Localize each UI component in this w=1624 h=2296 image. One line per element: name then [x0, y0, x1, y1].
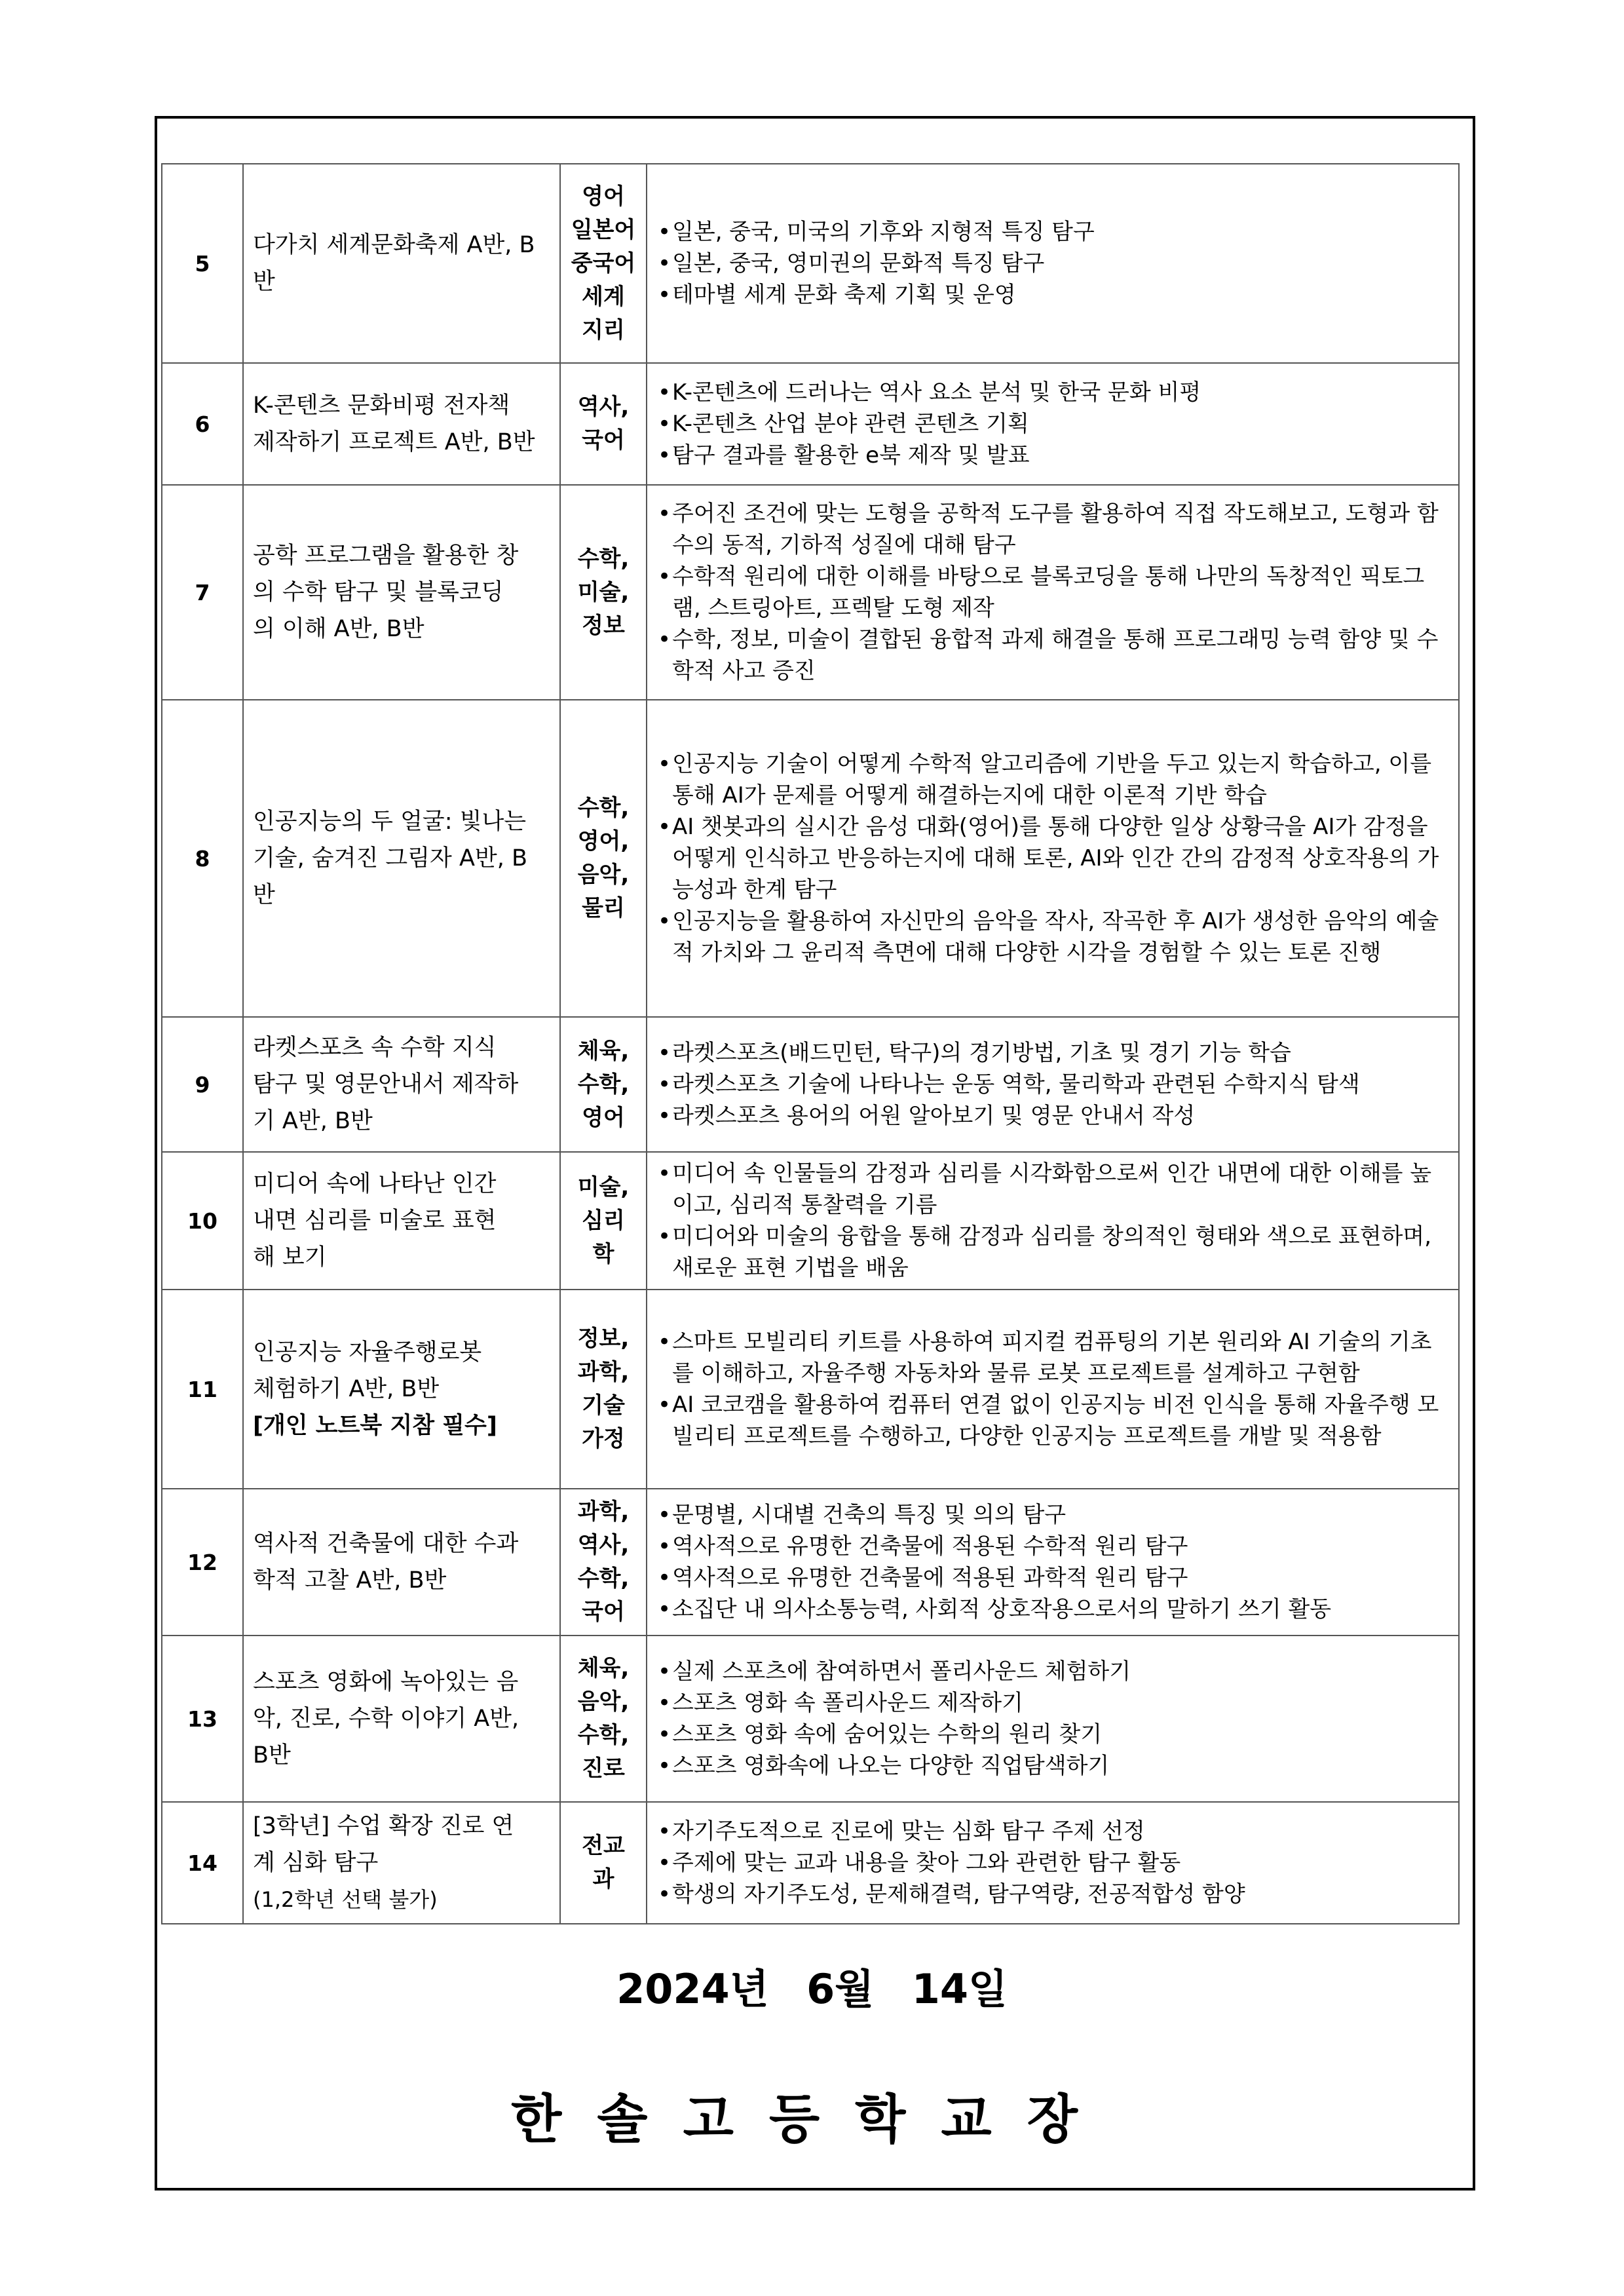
program-title-line: 역사적 건축물에 대한 수과 — [253, 1531, 519, 1557]
table-row — [162, 1152, 1459, 1290]
row-number: 10 — [162, 1152, 243, 1290]
activity-item: • 일본, 중국, 영미권의 문화적 특징 탐구 — [658, 248, 1450, 279]
table-row — [162, 1489, 1459, 1636]
program-title-line: 인공지능 자율주행로봇 — [253, 1339, 482, 1366]
program-activities — [647, 1290, 1459, 1489]
row-number: 8 — [162, 700, 243, 1017]
activity-item: • AI 코코캠을 활용하여 컴퓨터 연결 없이 인공지능 비전 인식을 통해 자율주행 모빌리티 프로젝트를 수행하고, 다양한 인공지능 프로젝트를 개발 및 적용함 — [658, 1389, 1450, 1452]
subject-label: 영어 — [582, 1104, 625, 1131]
subject-label: 정보 — [582, 612, 625, 639]
program-title — [243, 1017, 560, 1152]
subject-label: 미술, — [577, 1174, 630, 1200]
table-row — [162, 700, 1459, 1017]
row-number: 14 — [162, 1802, 243, 1924]
table-row — [162, 1636, 1459, 1802]
subject-label: 역사, — [577, 394, 630, 420]
program-title — [243, 1489, 560, 1636]
row-number: 6 — [162, 363, 243, 485]
program-activities — [647, 1017, 1459, 1152]
related-subjects — [560, 1489, 647, 1636]
subject-label: 체육, — [577, 1037, 630, 1064]
subject-label: 전교 — [582, 1833, 625, 1859]
activity-item: • 주제에 맞는 교과 내용을 찾아 그와 관련한 탐구 활동 — [658, 1847, 1450, 1879]
subject-label: 중국어 — [571, 250, 636, 277]
related-subjects — [560, 1017, 647, 1152]
program-note: (1,2학년 선택 불가) — [253, 1887, 438, 1912]
activity-item: • 역사적으로 유명한 건축물에 적용된 과학적 원리 탐구 — [658, 1562, 1450, 1594]
subject-label: 역사, — [577, 1532, 630, 1558]
subject-label: 가정 — [582, 1426, 625, 1452]
row-number: 13 — [162, 1636, 243, 1802]
activity-item: • 일본, 중국, 미국의 기후와 지형적 특징 탐구 — [658, 216, 1450, 248]
program-title-line: 제작하기 프로젝트 A반, B반 — [253, 429, 535, 455]
program-title-line: 스포츠 영화에 녹아있는 음 — [253, 1669, 519, 1695]
program-title-line: 라켓스포츠 속 수학 지식 — [253, 1035, 497, 1061]
activity-item: • 탐구 결과를 활용한 e북 제작 및 발표 — [658, 440, 1450, 471]
related-subjects — [560, 485, 647, 700]
activity-item: • 학생의 자기주도성, 문제해결력, 탐구역량, 전공적합성 함양 — [658, 1879, 1450, 1910]
row-number: 9 — [162, 1017, 243, 1152]
program-title — [243, 700, 560, 1017]
related-subjects — [560, 1636, 647, 1802]
program-title-line: 탐구 및 영문안내서 제작하 — [253, 1071, 519, 1098]
subject-label: 심리 — [582, 1207, 625, 1234]
program-activities — [647, 1152, 1459, 1290]
activity-item: • 주어진 조건에 맞는 도형을 공학적 도구를 활용하여 직접 작도해보고, 도형과 함수의 동적, 기하적 성질에 대해 탐구 — [658, 498, 1450, 561]
subject-label: 국어 — [582, 1599, 625, 1625]
subject-label: 음악, — [577, 862, 630, 888]
program-title-line: 내면 심리를 미술로 표현 — [253, 1208, 497, 1234]
subject-label: 수학, — [577, 1071, 630, 1098]
activity-item: • 스마트 모빌리티 키트를 사용하여 피지컬 컴퓨팅의 기본 원리와 AI 기술의 기초를 이해하고, 자율주행 자동차와 물류 로봇 프로젝트를 설계하고 구현함 — [658, 1326, 1450, 1389]
subject-label: 국어 — [582, 427, 625, 453]
program-title — [243, 363, 560, 485]
table-row — [162, 485, 1459, 700]
program-activities — [647, 1636, 1459, 1802]
table-row — [162, 164, 1459, 363]
program-activities — [647, 700, 1459, 1017]
program-title-line: 기술, 숨겨진 그림자 A반, B — [253, 845, 527, 871]
program-title-line: 다가치 세계문화축제 A반, B — [253, 232, 535, 258]
program-table — [161, 163, 1460, 1924]
activity-item: • 역사적으로 유명한 건축물에 적용된 수학적 원리 탐구 — [658, 1531, 1450, 1562]
activity-item: • 미디어와 미술의 융합을 통해 감정과 심리를 창의적인 형태와 색으로 표현하며, 새로운 표현 기법을 배움 — [658, 1221, 1450, 1284]
activity-item: • 수학, 정보, 미술이 결합된 융합적 과제 해결을 통해 프로그래밍 능력 함양 및 수학적 사고 증진 — [658, 624, 1450, 687]
activity-item: • 스포츠 영화속에 나오는 다양한 직업탐색하기 — [658, 1750, 1450, 1782]
program-title-line: 반 — [253, 269, 275, 295]
activity-item: • 스포츠 영화 속 폴리사운드 제작하기 — [658, 1687, 1450, 1719]
table-row — [162, 1017, 1459, 1152]
program-title — [243, 1802, 560, 1924]
activity-item: • K-콘텐츠에 드러나는 역사 요소 분석 및 한국 문화 비평 — [658, 377, 1450, 408]
subject-label: 학 — [592, 1240, 614, 1267]
program-title-line: 학적 고찰 A반, B반 — [253, 1567, 447, 1594]
subject-label: 과 — [592, 1866, 614, 1892]
activity-item: • 실제 스포츠에 참여하면서 폴리사운드 체험하기 — [658, 1656, 1450, 1687]
program-title — [243, 485, 560, 700]
principal-signature: 한솔고등학교장 — [511, 2089, 1113, 2150]
program-title-line: 미디어 속에 나타난 인간 — [253, 1171, 497, 1197]
activity-item: • AI 챗봇과의 실시간 음성 대화(영어)를 통해 다양한 일상 상황극을 AI가 감정을 어떻게 인식하고 반응하는지에 대해 토론, AI와 인간 간의 감정적 상호작용의 가능성과 한계 탐구 — [658, 811, 1450, 906]
row-number: 12 — [162, 1489, 243, 1636]
program-title-line: 해 보기 — [253, 1244, 327, 1271]
activity-item: • 미디어 속 인물들의 감정과 심리를 시각화함으로써 인간 내면에 대한 이해를 높이고, 심리적 통찰력을 기름 — [658, 1158, 1450, 1221]
program-title-line: 인공지능의 두 얼굴: 빛나는 — [253, 809, 527, 835]
subject-label: 세계 — [582, 283, 625, 310]
program-title — [243, 1290, 560, 1489]
document-date: 2024년 6월 14일 — [616, 1965, 1008, 2013]
subject-label: 물리 — [582, 895, 625, 921]
table-row — [162, 1802, 1459, 1924]
subject-label: 진로 — [582, 1755, 625, 1782]
program-title-line: 공학 프로그램을 활용한 창 — [253, 543, 519, 569]
activity-item: • K-콘텐츠 산업 분야 관련 콘텐츠 기획 — [658, 408, 1450, 440]
activity-item: • 인공지능을 활용하여 자신만의 음악을 작사, 작곡한 후 AI가 생성한 음악의 예술적 가치와 그 윤리적 측면에 대해 다양한 시각을 경험할 수 있는 토론 진행 — [658, 906, 1450, 968]
program-activities — [647, 363, 1459, 485]
related-subjects — [560, 1152, 647, 1290]
related-subjects — [560, 164, 647, 363]
subject-label: 과학, — [577, 1359, 630, 1385]
subject-label: 영어 — [582, 183, 625, 210]
subject-label: 지리 — [582, 316, 625, 343]
activity-item: • 라켓스포츠 용어의 어원 알아보기 및 영문 안내서 작성 — [658, 1100, 1450, 1132]
subject-label: 영어, — [577, 828, 630, 854]
subject-label: 수학, — [577, 545, 630, 572]
program-note: [개인 노트북 지참 필수] — [253, 1413, 497, 1439]
subject-label: 수학, — [577, 1722, 630, 1748]
related-subjects — [560, 363, 647, 485]
program-activities — [647, 1489, 1459, 1636]
subject-label: 과학, — [577, 1499, 630, 1525]
subject-label: 수학, — [577, 1565, 630, 1592]
related-subjects — [560, 700, 647, 1017]
subject-label: 체육, — [577, 1655, 630, 1681]
activity-item: • 자기주도적으로 진로에 맞는 심화 탐구 주제 선정 — [658, 1816, 1450, 1847]
activity-item: • 스포츠 영화 속에 숨어있는 수학의 원리 찾기 — [658, 1719, 1450, 1750]
row-number: 5 — [162, 164, 243, 363]
program-activities — [647, 485, 1459, 700]
program-title-line: 반 — [253, 882, 275, 908]
subject-label: 일본어 — [571, 216, 636, 243]
subject-label: 정보, — [577, 1326, 630, 1352]
related-subjects — [560, 1290, 647, 1489]
program-title — [243, 164, 560, 363]
program-title — [243, 1636, 560, 1802]
program-title-line: 악, 진로, 수학 이야기 A반, — [253, 1706, 519, 1732]
subject-label: 음악, — [577, 1689, 630, 1715]
program-title-line: 의 수학 탐구 및 블록코딩 — [253, 579, 504, 605]
program-title-line: K-콘텐츠 문화비평 전자책 — [253, 392, 510, 419]
activity-item: • 라켓스포츠(배드민턴, 탁구)의 경기방법, 기초 및 경기 기능 학습 — [658, 1037, 1450, 1069]
program-title-line: 계 심화 탐구 — [253, 1850, 379, 1876]
program-title-line: B반 — [253, 1742, 291, 1769]
program-activities — [647, 164, 1459, 363]
activity-item: • 수학적 원리에 대한 이해를 바탕으로 블록코딩을 통해 나만의 독창적인 픽토그램, 스트링아트, 프렉탈 도형 제작 — [658, 561, 1450, 624]
subject-label: 미술, — [577, 579, 630, 605]
row-number: 11 — [162, 1290, 243, 1489]
subject-label: 수학, — [577, 795, 630, 821]
program-title-line: 체험하기 A반, B반 — [253, 1376, 440, 1402]
program-title-line: [3학년] 수업 확장 진로 연 — [253, 1813, 514, 1839]
program-title — [243, 1152, 560, 1290]
activity-item: • 인공지능 기술이 어떻게 수학적 알고리즘에 기반을 두고 있는지 학습하고, 이를 통해 AI가 문제를 어떻게 해결하는지에 대한 이론적 기반 학습 — [658, 748, 1450, 811]
program-title-line: 의 이해 A반, B반 — [253, 616, 425, 642]
related-subjects — [560, 1802, 647, 1924]
activity-item: • 테마별 세계 문화 축제 기획 및 운영 — [658, 279, 1450, 311]
activity-item: • 라켓스포츠 기술에 나타나는 운동 역학, 물리학과 관련된 수학지식 탐색 — [658, 1069, 1450, 1100]
activity-item: • 소집단 내 의사소통능력, 사회적 상호작용으로서의 말하기 쓰기 활동 — [658, 1594, 1450, 1625]
table-row — [162, 363, 1459, 485]
row-number: 7 — [162, 485, 243, 700]
table-row — [162, 1290, 1459, 1489]
program-activities — [647, 1802, 1459, 1924]
subject-label: 기술 — [582, 1392, 625, 1419]
activity-item: • 문명별, 시대별 건축의 특징 및 의의 탐구 — [658, 1499, 1450, 1531]
program-title-line: 기 A반, B반 — [253, 1108, 373, 1134]
